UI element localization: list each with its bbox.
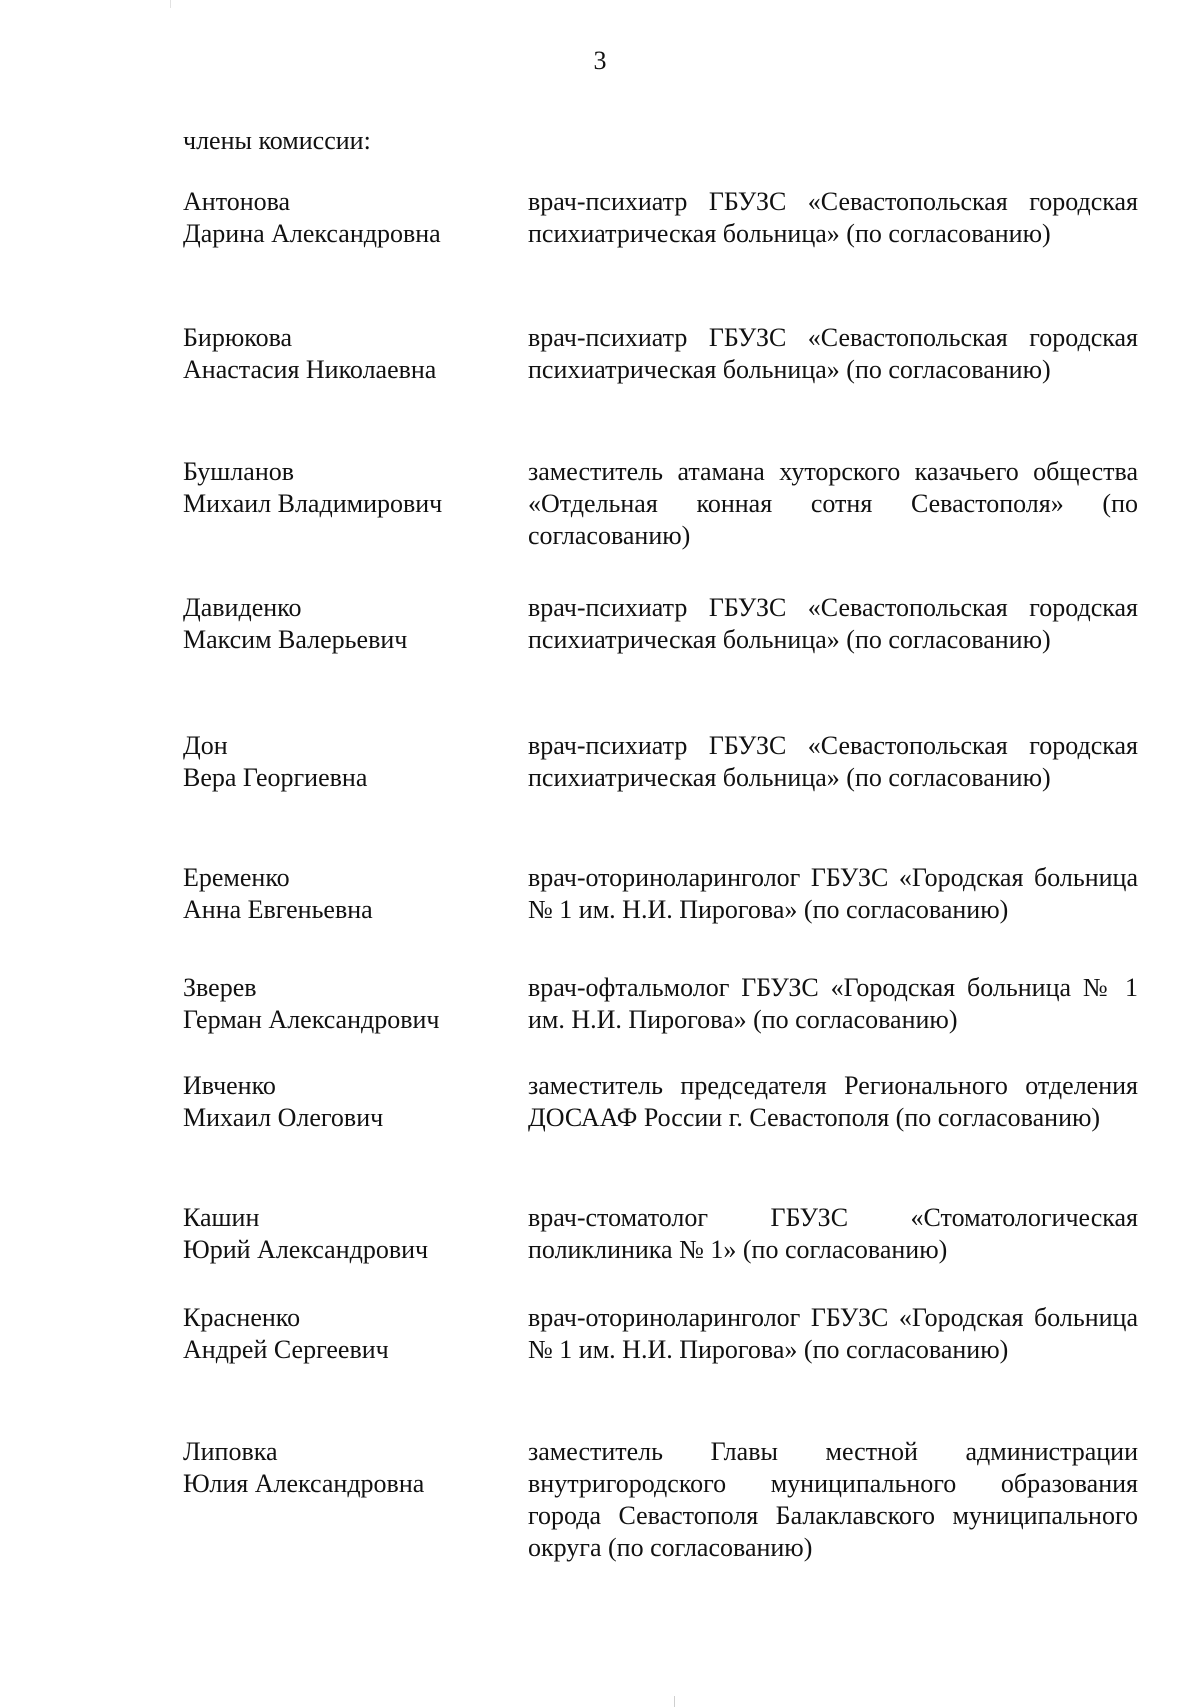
member-role: врач-психиатр ГБУЗС «Севастопольская городская психиатрическая больница» (по согласованию) xyxy=(528,593,1138,654)
member-surname: Липовка xyxy=(183,1437,278,1466)
member-role: врач-оториноларинголог ГБУЗС «Городская больница № 1 им. Н.И. Пирогова» (по согласованию) xyxy=(528,1303,1138,1364)
member-given-names: Вера Георгиевна xyxy=(183,763,368,792)
member-given-names: Анастасия Николаевна xyxy=(183,355,437,384)
member-role: врач-стоматолог ГБУЗС «Стоматологическая поликлиника № 1» (по согласованию) xyxy=(528,1203,1138,1264)
member-surname: Бирюкова xyxy=(183,323,293,352)
member-surname: Кашин xyxy=(183,1203,260,1232)
member-name xyxy=(183,186,513,250)
member-surname: Зверев xyxy=(183,973,257,1002)
page-number: 3 xyxy=(593,46,607,75)
member-given-names: Юрий Александрович xyxy=(183,1235,429,1264)
member-role: врач-психиатр ГБУЗС «Севастопольская городская психиатрическая больница» (по согласованию) xyxy=(528,187,1138,248)
member-name xyxy=(183,592,513,656)
member-given-names: Дарина Александровна xyxy=(183,219,441,248)
member-role: заместитель председателя Регионального отделения ДОСААФ России г. Севастополя (по согласованию) xyxy=(528,1071,1138,1132)
scan-artifact xyxy=(170,0,171,8)
member-role: заместитель Главы местной администрации внутригородского муниципального образования города Севастополя Балаклавского муниципального округа (по согласованию) xyxy=(528,1437,1138,1562)
scan-artifact xyxy=(674,1696,675,1707)
member-given-names: Герман Александрович xyxy=(183,1005,440,1034)
member-role: врач-оториноларинголог ГБУЗС «Городская больница № 1 им. Н.И. Пирогова» (по согласованию) xyxy=(528,863,1138,924)
member-surname: Еременко xyxy=(183,863,290,892)
member-name xyxy=(183,730,513,794)
member-given-names: Юлия Александровна xyxy=(183,1469,425,1498)
member-given-names: Андрей Сергеевич xyxy=(183,1335,389,1364)
member-name xyxy=(183,972,513,1036)
member-surname: Давиденко xyxy=(183,593,302,622)
member-role: врач-офтальмолог ГБУЗС «Городская больница № 1 им. Н.И. Пирогова» (по согласованию) xyxy=(528,973,1138,1034)
member-name xyxy=(183,862,513,926)
member-name xyxy=(183,456,513,520)
member-surname: Антонова xyxy=(183,187,291,216)
member-name xyxy=(183,322,513,386)
member-surname: Ивченко xyxy=(183,1071,276,1100)
member-role: врач-психиатр ГБУЗС «Севастопольская городская психиатрическая больница» (по согласованию) xyxy=(528,323,1138,384)
member-name xyxy=(183,1436,513,1500)
member-name xyxy=(183,1302,513,1366)
section-heading: члены комиссии: xyxy=(183,126,371,155)
member-name xyxy=(183,1070,513,1134)
member-given-names: Михаил Олегович xyxy=(183,1103,384,1132)
member-surname: Дон xyxy=(183,731,228,760)
member-surname: Красненко xyxy=(183,1303,301,1332)
member-name xyxy=(183,1202,513,1266)
member-given-names: Максим Валерьевич xyxy=(183,625,408,654)
member-given-names: Михаил Владимирович xyxy=(183,489,443,518)
member-role: врач-психиатр ГБУЗС «Севастопольская городская психиатрическая больница» (по согласованию) xyxy=(528,731,1138,792)
member-surname: Бушланов xyxy=(183,457,295,486)
member-given-names: Анна Евгеньевна xyxy=(183,895,373,924)
member-role: заместитель атамана хуторского казачьего общества «Отдельная конная сотня Севастополя» (по согласованию) xyxy=(528,457,1138,550)
